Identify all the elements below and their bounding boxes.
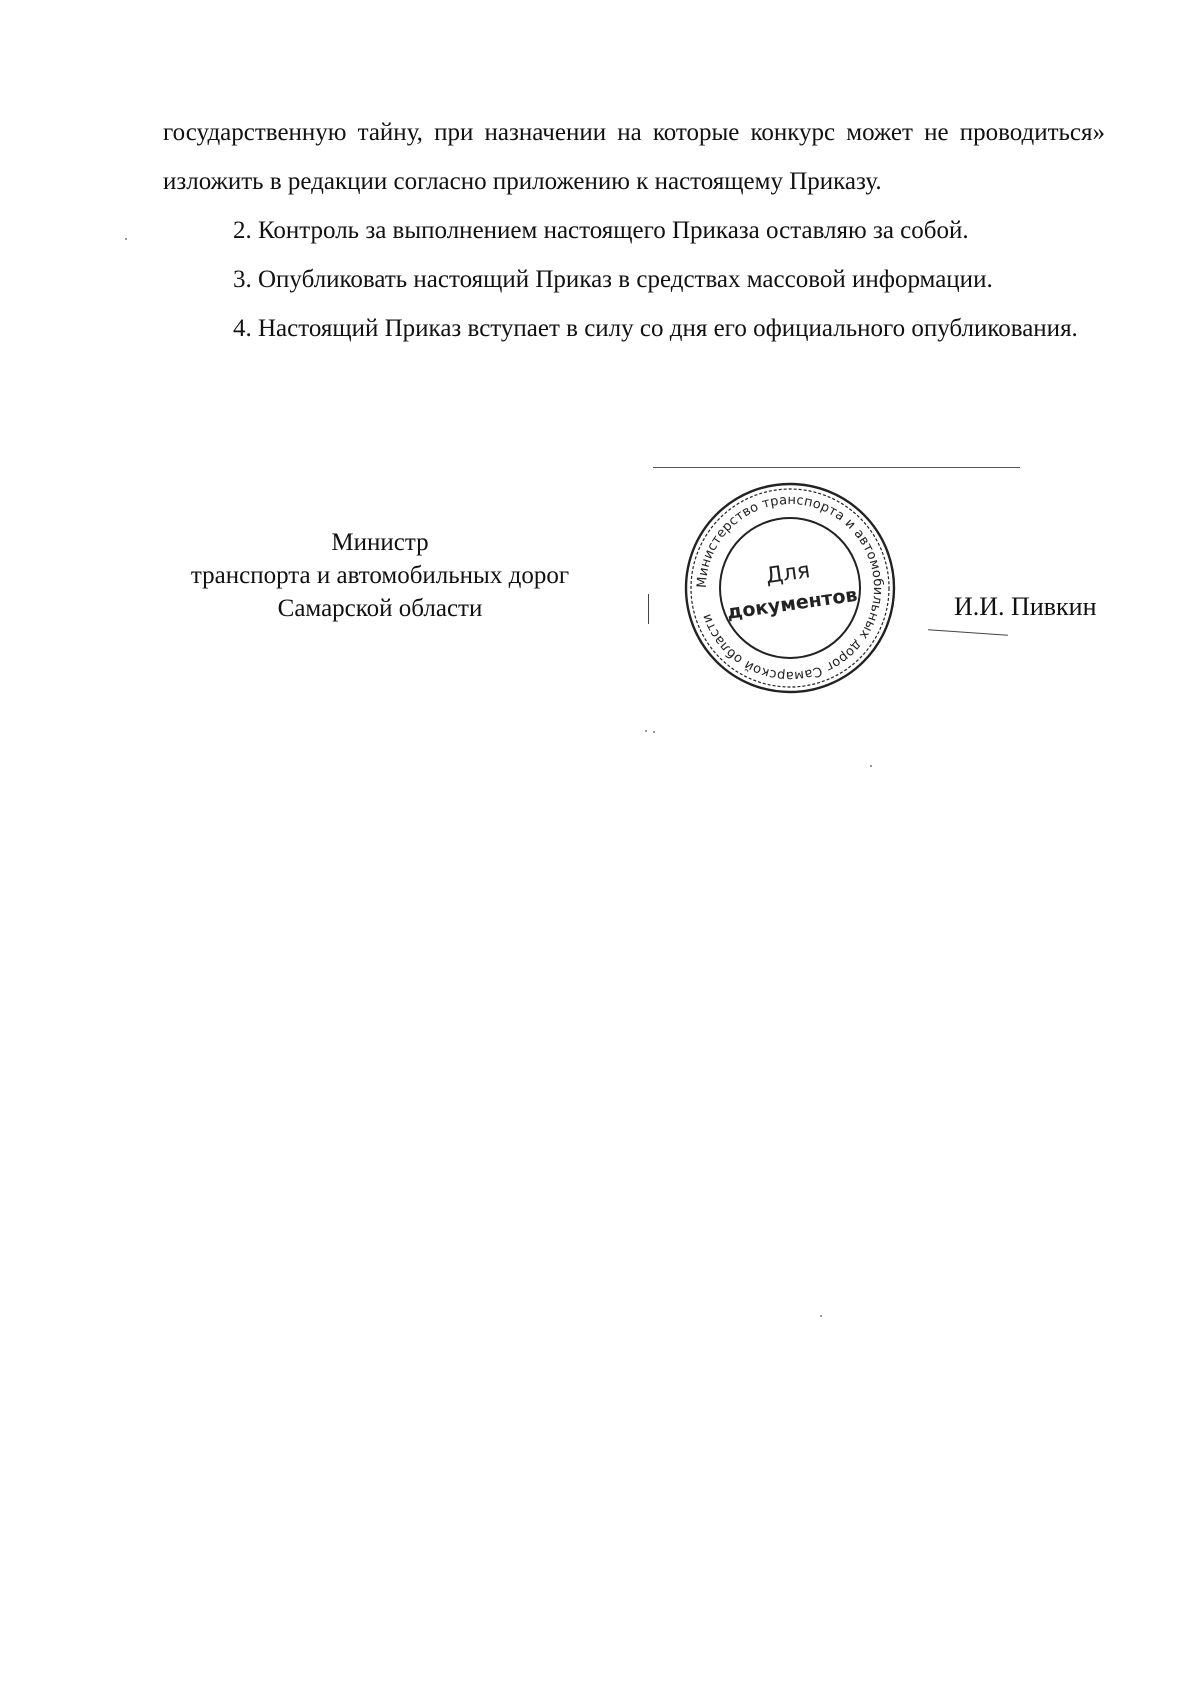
official-stamp [680,478,900,698]
scan-speck [645,730,647,732]
name-underline [928,629,1008,636]
scan-speck [820,1315,822,1317]
paragraph-continuation: государственную тайну, при назначении на которые конкурс может не проводиться» изложить в редакции согласно приложению к настоящему Приказу. [163,119,1105,195]
svg-text:Министерство транспорта и авто [695,493,885,683]
signature-title-line-2: транспорта и автомобильных дорог [190,562,570,589]
stamp-top-line [653,467,1020,468]
signature-title [150,526,610,625]
scan-speck [125,238,127,240]
document-body [163,108,1105,353]
signature-title-line-3: Самарской области [277,595,483,622]
paragraph-item-3: 3. Опубликовать настоящий Приказ в средствах массовой информации. [233,266,993,293]
paragraph-item-4: 4. Настоящий Приказ вступает в силу со дня его официального опубликования. [233,315,1078,342]
stamp-ring-text: Министерство транспорта и автомобильных дорог Самарской области [694,492,886,684]
stamp-center-line-2: документов [725,583,859,624]
paragraph-item-2: 2. Контроль за выполнением настоящего Приказа оставляю за собой. [233,217,969,244]
signature-mark [648,594,649,624]
signatory-name: И.И. Пивкин [954,592,1097,621]
scan-speck [870,765,872,767]
stamp-center-line-1: Для [764,558,812,590]
signature-title-line-1: Министр [331,529,429,556]
scan-speck [653,731,655,733]
